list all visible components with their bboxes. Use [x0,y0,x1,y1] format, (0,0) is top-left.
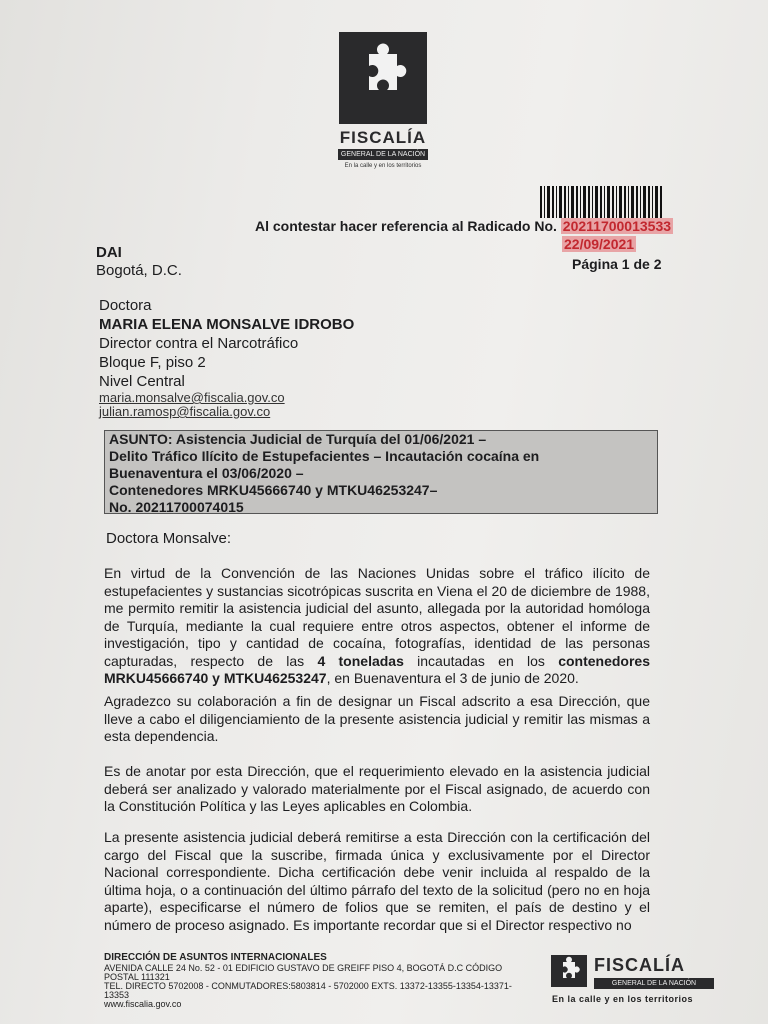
header-brand: FISCALÍA [339,128,427,147]
subject-line-1: ASUNTO: Asistencia Judicial de Turquía del 01/06/2021 – [109,431,487,447]
footer-dept: DIRECCIÓN DE ASUNTOS INTERNACIONALES [104,952,327,963]
barcode [540,186,662,218]
footer-tagline: En la calle y en los territorios [552,994,694,1004]
addressee-block [99,296,354,419]
addressee-location: Bloque F, piso 2 [99,354,206,371]
puzzle-icon [339,32,427,124]
footer-brand: FISCALÍA [594,955,685,975]
reference-label: Al contestar hacer referencia al Radicado No. [255,218,557,234]
sender-city: Bogotá, D.C. [96,262,182,279]
subject-box [104,430,658,514]
footer-web[interactable]: www.fiscalia.gov.co [104,999,182,1009]
subject-line-2: Delito Tráfico Ilícito de Estupefacientes – Incautación cocaína en [109,448,540,464]
paragraph-2: Agradezco su colaboración a fin de designar un Fiscal adscrito a esa Dirección, que lleve a cabo el diligenciamiento de la presente asistencia judicial y remitir las mismas a esta dependencia. [104,693,650,744]
addressee-title: Doctora [99,297,152,314]
footer-brand-sub: GENERAL DE LA NACIÓN [594,978,714,989]
page-indicator: Página 1 de 2 [572,256,662,272]
paragraph-4: La presente asistencia judicial deberá remitirse a esta Dirección con la certificación del cargo del Fiscal que la suscribe, firmada única y exclusivamente por el Director Nacional correspondiente. Dicha certificación debe venir incluida al respaldo de la última hoja, o a continuación del último párrafo del texto de la solicitud (pero no en hoja aparte), especificarse el número de folios que se remiten, el país de destino y el número de proceso asignado. Es importante recordar que si el Director respectivo no [104,829,650,933]
fiscalia-logo [339,32,427,124]
subject-line-5: No. 20211700074015 [109,499,244,515]
footer-phones: TEL. DIRECTO 5702008 - CONMUTADORES:5803814 - 5702000 EXTS. 13372-13355-13354-13371-13353 [104,981,512,1000]
radicado-number: 20211700013533 [562,218,672,234]
email-link-1[interactable]: maria.monsalve@fiscalia.gov.co [99,390,285,405]
subject-line-3: Buenaventura el 03/06/2020 – [109,465,304,481]
paragraph-1: En virtud de la Convención de las Naciones Unidas sobre el tráfico ilícito de estupefacientes y sustancias sicotrópicas suscrita en Viena el 20 de diciembre de 1988, me permito remitir la asistencia judicial del asunto, allegada por la autoridad homóloga de Turquía, mediante la cual requiere entre otros aspectos, obtener el informe de investigación, tipo y cantidad de cocaína, fotografías, identidad de las personas capturadas, respecto de las 4 toneladas incautadas en los contenedores MRKU45666740 y MTKU46253247, en Buenaventura el 3 de junio de 2020. [104,565,650,686]
salutation: Doctora Monsalve: [106,530,232,547]
reference-line [255,218,673,234]
paragraph-3: Es de anotar por esta Dirección, que el requerimiento elevado en la asistencia judicial deberá ser analizado y valorado materialmente por el Fiscal asignado, de acuerdo con la Constitución Política y las Leyes aplicables en Colombia. [104,763,650,814]
subject-line-4: Contenedores MRKU45666740 y MTKU46253247– [109,482,438,498]
footer-address: AVENIDA CALLE 24 No. 52 - 01 EDIFICIO GUSTAVO DE GREIFF PISO 4, BOGOTÁ D.C CÓDIGO POSTAL 111321 [104,963,503,982]
header-tagline: En la calle y en los territorios [344,163,422,169]
header-brand-sub: GENERAL DE LA NACIÓN [338,149,428,160]
sender-unit: DAI [96,244,122,261]
footer-contact [104,953,524,1009]
email-link-2[interactable]: julian.ramosp@fiscalia.gov.co [99,404,271,419]
addressee-role: Director contra el Narcotráfico [99,335,299,352]
addressee-level: Nivel Central [99,373,185,390]
radicado-date: 22/09/2021 [564,236,635,252]
addressee-name: MARIA ELENA MONSALVE IDROBO [99,316,355,333]
footer-logo-icon [551,955,587,987]
